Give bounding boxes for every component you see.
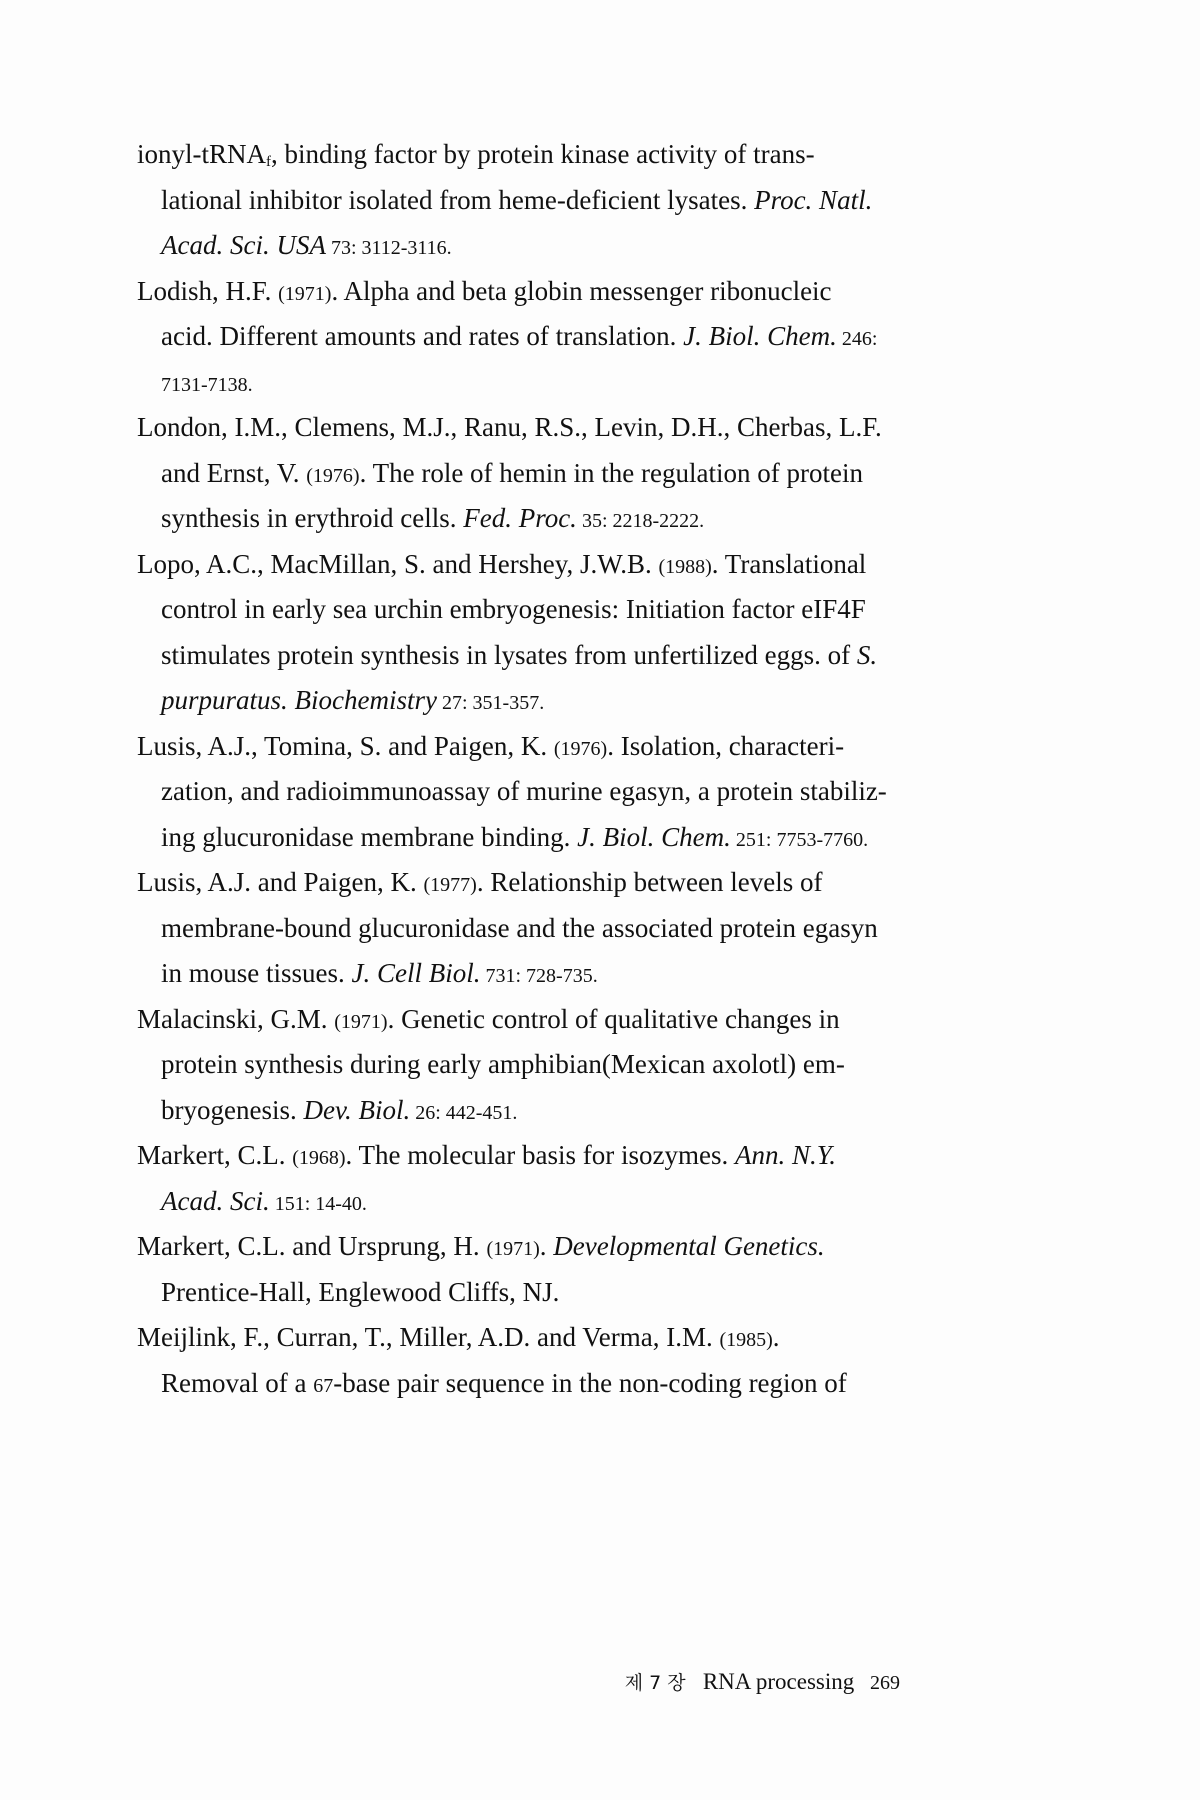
reference-first-line: [137, 1315, 877, 1361]
citation-number: 151: 14-40.: [269, 1192, 367, 1215]
reference-text: control in early sea urchin embryogenesis: Initiation factor eIF4F: [161, 594, 866, 624]
reference-list: [137, 132, 887, 1406]
reference-first-line: [137, 724, 877, 770]
chapter-title: RNA processing: [702, 1669, 855, 1694]
journal-title: Ann. N.Y.: [734, 1140, 836, 1170]
citation-number: 251: 7753-7760.: [730, 828, 869, 851]
citation-number: 26: 442-451.: [410, 1101, 518, 1124]
journal-title: Fed. Proc.: [463, 503, 577, 533]
reference-continuation-line: [137, 769, 887, 815]
reference-text: . Translational: [711, 548, 867, 579]
reference-text: and Ernst, V.: [161, 457, 307, 488]
reference-continuation-line: [137, 451, 877, 497]
reference-first-line: [137, 860, 877, 906]
reference-text: Lodish, H.F.: [137, 275, 279, 306]
journal-title: Acad. Sci. USA: [161, 230, 326, 260]
reference-continuation-line: [137, 1088, 877, 1134]
journal-title: Acad. Sci.: [161, 1185, 270, 1216]
reference-continuation-line: [137, 496, 877, 542]
reference-continuation-line: [137, 360, 877, 406]
reference-continuation-line: [137, 951, 877, 997]
journal-title: Proc. Natl.: [754, 184, 873, 215]
reference-continuation-line: [137, 1042, 877, 1088]
reference-entry: [137, 405, 882, 542]
reference-text: Markert, C.L. and Ursprung, H.: [137, 1231, 487, 1261]
reference-first-line: [137, 405, 882, 451]
reference-text: Markert, C.L.: [137, 1140, 293, 1170]
reference-text: protein synthesis during early amphibian(Mexican axolotl) em-: [161, 1049, 845, 1079]
journal-title: Developmental Genetics.: [553, 1231, 825, 1261]
reference-text: membrane-bound glucuronidase and the associated protein egasyn: [161, 912, 878, 943]
reference-text: . Alpha and beta globin messenger ribonucleic: [331, 275, 832, 306]
citation-number: (1976): [306, 464, 360, 487]
reference-text: .: [772, 1322, 780, 1352]
journal-title: J. Biol. Chem.: [683, 321, 837, 351]
reference-entry: [137, 1315, 877, 1406]
reference-continuation-line: [137, 1179, 877, 1225]
reference-text: . The role of hemin in the regulation of protein: [359, 457, 863, 488]
reference-continuation-line: [137, 678, 877, 724]
reference-text: acid. Different amounts and rates of translation.: [161, 321, 684, 351]
citation-number: 246:: [836, 328, 878, 350]
reference-first-line: [137, 132, 877, 178]
reference-entry: [137, 724, 887, 861]
reference-text: . Genetic control of qualitative changes in: [387, 1003, 840, 1034]
reference-text: Lusis, A.J., Tomina, S. and Paigen, K.: [137, 730, 554, 761]
citation-number: 27: 351-357.: [437, 692, 545, 714]
reference-text: zation, and radioimmunoassay of murine egasyn, a protein stabiliz-: [161, 776, 887, 806]
citation-number: (1977): [423, 874, 477, 896]
reference-text: Lusis, A.J. and Paigen, K.: [137, 867, 424, 897]
reference-entry: [137, 1133, 877, 1224]
reference-text: , binding factor by protein kinase activity of trans-: [271, 139, 815, 169]
citation-number: 35: 2218-2222.: [576, 510, 705, 532]
reference-text: lational inhibitor isolated from heme-deficient lysates.: [161, 184, 755, 215]
reference-continuation-line: [137, 633, 877, 679]
citation-number: 7131-7138.: [161, 373, 253, 396]
reference-first-line: [137, 997, 877, 1043]
citation-number: 73: 3112-3116.: [325, 237, 452, 259]
reference-text: Meijlink, F., Curran, T., Miller, A.D. and Verma, I.M.: [137, 1322, 720, 1352]
citation-number: (1971): [334, 1010, 388, 1033]
reference-text: Lopo, A.C., MacMillan, S. and Hershey, J.W.B.: [137, 548, 659, 579]
reference-text: Removal of a: [161, 1367, 314, 1398]
reference-continuation-line: [137, 587, 877, 633]
reference-entry: [137, 997, 877, 1134]
citation-number: (1976): [553, 737, 608, 760]
chapter-label: 제 7 장: [624, 1672, 686, 1694]
reference-text: .: [539, 1231, 554, 1261]
page-footer: [0, 1668, 900, 1695]
reference-first-line: [137, 542, 877, 588]
reference-text: stimulates protein synthesis in lysates from unfertilized eggs. of: [161, 639, 857, 670]
journal-title: purpuratus. Biochemistry: [161, 685, 437, 715]
reference-text: synthesis in erythroid cells.: [161, 503, 464, 533]
reference-first-line: [137, 1133, 877, 1179]
reference-first-line: [137, 1224, 877, 1270]
reference-text: London, I.M., Clemens, M.J., Ranu, R.S., Levin, D.H., Cherbas, L.F.: [137, 412, 882, 442]
reference-continuation-line: [137, 178, 877, 224]
reference-entry: [137, 269, 877, 406]
reference-text: ing glucuronidase membrane binding.: [161, 821, 578, 852]
reference-continuation-line: [137, 906, 877, 952]
reference-text: Prentice-Hall, Englewood Cliffs, NJ.: [161, 1276, 560, 1307]
reference-first-line: [137, 269, 877, 315]
citation-number: 731: 728-735.: [480, 965, 598, 987]
reference-text: Malacinski, G.M.: [137, 1003, 335, 1034]
reference-text: -base pair sequence in the non-coding region of: [333, 1367, 847, 1398]
reference-text: . Isolation, characteri-: [607, 730, 845, 761]
reference-continuation-line: [137, 223, 877, 269]
journal-title: Dev. Biol.: [303, 1094, 411, 1125]
page-number: 269: [870, 1672, 900, 1694]
reference-text: in mouse tissues.: [161, 958, 352, 988]
reference-entry: [137, 1224, 877, 1315]
citation-number: (1968): [292, 1147, 346, 1169]
journal-title: J. Biol. Chem.: [577, 821, 731, 852]
reference-text: . Relationship between levels of: [476, 867, 823, 897]
reference-continuation-line: [137, 1270, 877, 1316]
reference-text: f: [266, 154, 272, 170]
citation-number: (1988): [658, 555, 712, 578]
reference-entry: [137, 542, 877, 724]
reference-continuation-line: [137, 314, 877, 360]
journal-title: S.: [856, 639, 878, 670]
reference-text: ionyl-tRNA: [137, 139, 267, 169]
reference-entry: [137, 860, 877, 997]
reference-text: . The molecular basis for isozymes.: [345, 1140, 735, 1170]
reference-entry: [137, 132, 877, 269]
reference-text: bryogenesis.: [161, 1094, 304, 1125]
reference-continuation-line: [137, 815, 877, 861]
citation-number: (1971): [486, 1238, 540, 1260]
citation-number: (1971): [278, 282, 332, 305]
reference-continuation-line: [137, 1361, 877, 1407]
journal-title: J. Cell Biol.: [351, 958, 481, 988]
citation-number: (1985): [719, 1329, 773, 1351]
citation-number: 67: [313, 1374, 334, 1397]
